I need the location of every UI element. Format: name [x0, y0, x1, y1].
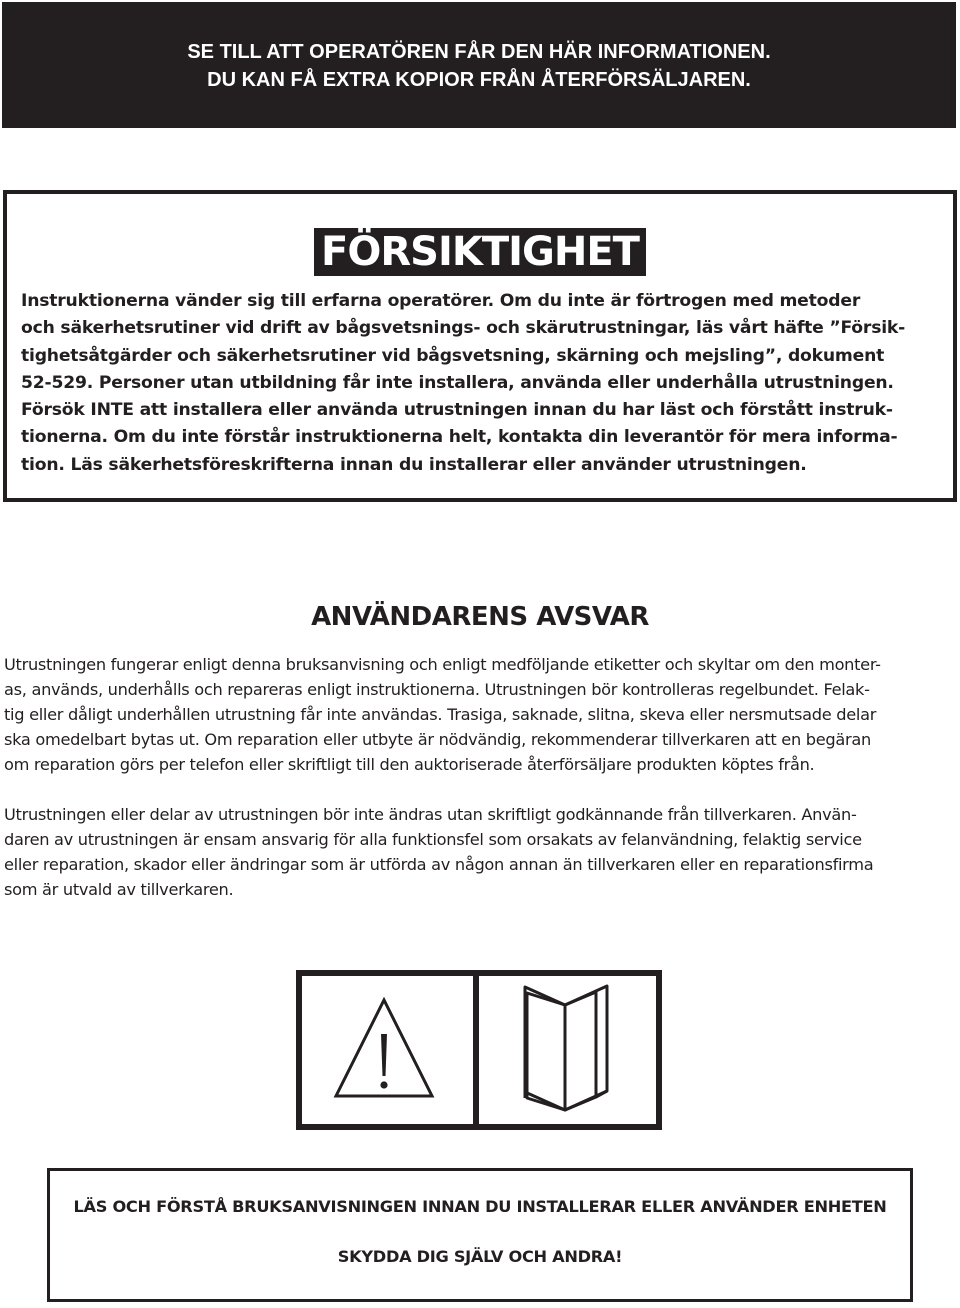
warning-icon-panel — [302, 976, 473, 1124]
top-banner — [2, 2, 956, 128]
paragraph-line: Utrustningen fungerar enligt denna bruksanvisning och enligt medföljande etiketter och skyltar om den monter- — [4, 655, 881, 674]
paragraph-line: ska omedelbart bytas ut. Om reparation eller utbyte är nödvändig, rekommenderar tillverkaren att en begäran — [4, 730, 871, 749]
caution-line: tion. Läs säkerhetsföreskrifterna innan du installerar eller använder utrustningen. — [21, 454, 807, 475]
paragraph-line: om reparation görs per telefon eller skriftligt till den auktoriserade återförsäljare produkten köptes från. — [4, 755, 815, 774]
responsibility-heading: ANVÄNDARENS AVSVAR — [311, 602, 649, 632]
footer-line-1: LÄS OCH FÖRSTÅ BRUKSANVISNINGEN INNAN DU INSTALLERAR ELLER ANVÄNDER ENHETEN — [73, 1197, 887, 1216]
caution-heading-wrap — [7, 228, 953, 276]
paragraph-line: tig eller dåligt underhållen utrustning får inte användas. Trasiga, saknade, slitna, skeva eller nersmutsade delar — [4, 705, 877, 724]
caution-line: och säkerhetsrutiner vid drift av bågsvetsnings- och skärutrustningar, läs vårt häfte ”Försik- — [21, 318, 906, 339]
paragraph-line: som är utvald av tillverkaren. — [4, 880, 234, 899]
caution-line: Försök INTE att installera eller använda utrustningen innan du har läst och förstått instruk- — [21, 400, 893, 421]
responsibility-paragraph-2 — [4, 802, 956, 902]
caution-box — [3, 190, 957, 502]
caution-line: 52-529. Personer utan utbildning får inte installera, använda eller underhålla utrustningen. — [21, 372, 894, 393]
paragraph-line: Utrustningen eller delar av utrustningen bör inte ändras utan skriftligt godkännande från tillverkaren. Använ- — [4, 805, 857, 824]
caution-line: tighetsåtgärder och säkerhetsrutiner vid bågsvetsning, skärning och mejsling”, dokument — [21, 345, 885, 366]
banner-line-1: SE TILL ATT OPERATÖREN FÅR DEN HÄR INFORMATIONEN. — [187, 41, 771, 63]
paragraph-line: as, används, underhålls och repareras enligt instruktionerna. Utrustningen bör kontrolleras regelbundet. Felak- — [4, 680, 870, 699]
paragraph-line: eller reparation, skador eller ändringar som är utförda av någon annan än tillverkaren eller en reparationsfirma — [4, 855, 874, 874]
caution-line: tionerna. Om du inte förstår instruktionerna helt, kontakta din leverantör för mera informa- — [21, 427, 898, 448]
footer-box — [47, 1168, 913, 1302]
safety-icons — [296, 970, 662, 1130]
safety-icon-panel — [296, 970, 662, 1130]
paragraph-line: daren av utrustningen är ensam ansvarig för alla funktionsfel som orsakats av felanvändning, felaktig service — [4, 830, 862, 849]
caution-line: Instruktionerna vänder sig till erfarna operatörer. Om du inte är förtrogen med metoder — [21, 291, 861, 311]
footer-line-2: SKYDDA DIG SJÄLV OCH ANDRA! — [337, 1247, 623, 1266]
caution-heading: FÖRSIKTIGHET — [314, 228, 646, 276]
banner-line-2: DU KAN FÅ EXTRA KOPIOR FRÅN ÅTERFÖRSÄLJAREN. — [207, 69, 751, 91]
responsibility-paragraph-1 — [4, 652, 956, 777]
manual-icon-panel — [479, 976, 656, 1124]
caution-text — [21, 288, 939, 479]
